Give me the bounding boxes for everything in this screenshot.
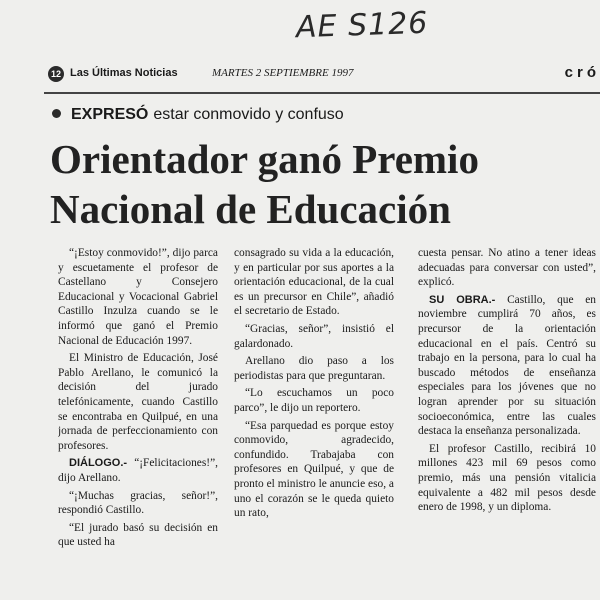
handwritten-annotation: AE S126: [295, 5, 429, 46]
paragraph: El Ministro de Educación, José Pablo Arellano, le comunicó la decisión del jurado telefónicamente, cuando Castillo se encontraba en Quilpué, en una jornada de perfeccionamiento con profesores.: [58, 352, 218, 452]
headline: Orientador ganó Premio Nacional de Educación: [50, 136, 479, 232]
paragraph-text: Castillo, que en noviembre cumplirá 70 años, es precursor de la orientación educacional en el país. Centró su trabajo en la persona, para lo cual ha buscado métodos de enseñanza especiales para los jóvenes que no logran aprender por su situación socioeconómica, entre las cuales destaca la enseñanza personalizada.: [418, 293, 596, 438]
kicker-text: estar conmovido y confuso: [153, 106, 344, 123]
article-column-2: [234, 246, 394, 524]
paragraph-text: “¡Felicitaciones!”, dijo Arellano.: [58, 457, 218, 484]
paragraph: “Lo escuchamos un poco parco”, le dijo un reportero.: [234, 387, 394, 414]
page-number-badge: 12: [48, 66, 64, 82]
kicker-keyword: EXPRESÓ: [71, 106, 149, 123]
paragraph: “¡Muchas gracias, señor!”, respondió Castillo.: [58, 489, 218, 517]
paragraph: “¡Estoy conmovido!”, dijo parca y escuetamente el profesor de Castellano y Consejero Educacional y Vocacional Gabriel Castillo Inzulza cuando se le informó que ganó el Premio Nacional de Educación 1997.: [58, 247, 218, 347]
paragraph: cuesta pensar. No atino a tener ideas adecuadas para conversar con usted”, explicó.: [418, 247, 596, 289]
paragraph: Arellano dio paso a los periodistas para que preguntaran.: [234, 355, 394, 382]
paragraph: El profesor Castillo, recibirá 10 millones 423 mil 69 pesos como premio, más una pensión vitalicia equivalente a 482 mil pesos desde enero de 1998, y un diploma.: [418, 442, 596, 514]
paragraph: [418, 293, 596, 439]
subheading: SU OBRA.-: [429, 293, 496, 306]
paragraph: “Esa parquedad es porque estoy conmovido, agradecido, confundido. Trabajaba con profesores en Quilpué, y que de pronto el ministro le anuncie eso, a uno el corazón se le queda quieto un rato,: [234, 419, 394, 520]
article-body: [58, 246, 600, 600]
newspaper-header: [48, 66, 600, 82]
bullet-icon: [52, 109, 61, 118]
paragraph: “Gracias, señor”, insistió el galardonado.: [234, 322, 394, 350]
article-column-1: [58, 246, 218, 553]
article-column-3: [418, 246, 596, 518]
subheading: DIÁLOGO.-: [69, 457, 128, 470]
paragraph: consagrado su vida a la educación, y en particular por sus aportes a la orientación educacional, de la cual es un precursor en Chile”, añadió el secretario de Estado.: [234, 247, 394, 318]
paragraph: [58, 456, 218, 485]
issue-date: MARTES 2 SEPTIEMBRE 1997: [212, 67, 354, 79]
section-name: cró: [564, 64, 600, 81]
kicker: [52, 106, 344, 124]
paragraph: “El jurado basó su decisión en que usted ha: [58, 521, 218, 549]
newspaper-name: Las Últimas Noticias: [70, 67, 178, 79]
header-rule: [44, 92, 600, 94]
